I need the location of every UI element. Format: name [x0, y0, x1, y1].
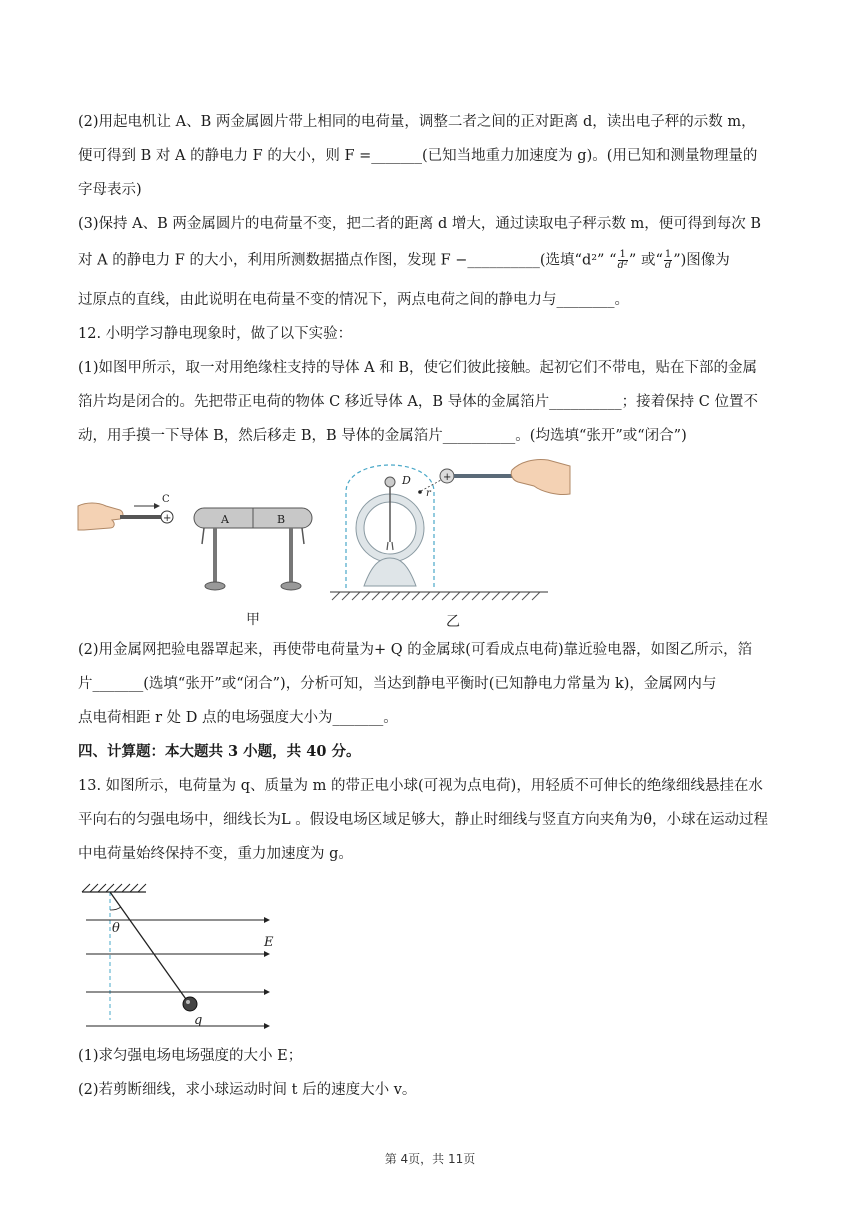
label-e: E [264, 935, 274, 950]
hand-icon [511, 459, 570, 494]
q11-p2-line1: (2)用起电机让 A、B 两金属圆片带上相同的电荷量，调整二者之间的正对距离 d，读出电子秤的示数 m， [78, 114, 756, 130]
charged-rod [120, 515, 162, 519]
string [110, 892, 188, 1002]
plus-q-sign: + [443, 472, 452, 483]
q11-p3-line3: 过原点的直线，由此说明在电荷量不变的情况下，两点电荷之间的静电力与________。 [78, 292, 629, 308]
insulating-rod [454, 474, 514, 478]
q13-sub2: (2)若剪断细线，求小球运动时间 t 后的速度大小 v。 [78, 1082, 417, 1098]
fraction-one-over-d-squared [618, 250, 628, 271]
foil-a [202, 528, 204, 544]
label-r: r [426, 488, 431, 499]
q11-p2-line2: 便可得到 B 对 A 的静电力 F 的大小，则 F =_______(已知当地重力加速度为 g)。(用已知和测量物理量的 [78, 148, 758, 164]
q12-p1-line2: 箔片均是闭合的。先把带正电荷的物体 C 移近导体 A，B 导体的金属箔片__________；接着保持 C 位置不 [78, 394, 758, 410]
label-c: C [162, 494, 170, 505]
label-b: B [277, 513, 286, 526]
electroscope-base [364, 558, 416, 586]
stand-a [213, 528, 217, 584]
label-d: D [402, 474, 411, 487]
ground-hatch [332, 592, 540, 600]
q11-p3-line2 [78, 250, 786, 271]
page-footer: 第 4页，共 11页 [384, 1152, 476, 1166]
q12-p1-line3: 动，用手摸一下导体 B，然后移走 B，B 导体的金属箔片__________。(均选填“张开”或“闭合”) [78, 428, 687, 444]
q13-line3: 中电荷量始终保持不变，重力加速度为 g。 [78, 846, 353, 862]
label-a: A [221, 513, 229, 526]
frac1-denominator: d² [617, 260, 628, 271]
q11-p3-line1: (3)保持 A、B 两金属圆片的电荷量不变，把二者的距离 d 增大，通过读取电子秤示数 m，便可得到每次 B [78, 216, 762, 232]
q13-line1: 13. 如图所示，电荷量为 q、质量为 m 的带正电小球(可视为点电荷)，用轻质不可伸长的绝缘细线悬挂在水 [78, 778, 763, 794]
angle-arc [110, 907, 121, 910]
q11-p2-line3: 字母表示) [78, 182, 142, 198]
q11-p3-line2-a: 对 A 的静电力 F 的大小，利用所测数据描点作图，发现 F −__________(选填“d²” “ [78, 252, 617, 269]
ball-highlight [186, 1000, 190, 1004]
caption-yi: 乙 [446, 614, 460, 630]
figure-yi [328, 452, 578, 638]
label-theta: θ [112, 921, 120, 936]
label-q: q [194, 1013, 203, 1028]
q13-line2: 平向右的匀强电场中，细线长为L 。假设电场区域足够大，静止时细线与竖直方向夹角为θ，小球在运动过程 [78, 812, 768, 828]
caption-jia: 甲 [246, 612, 260, 628]
q12-p2-line3: 点电荷相距 r 处 D 点的电场强度大小为_______。 [78, 710, 398, 726]
figure-jia [76, 488, 326, 638]
section-4-title: 四、计算题：本大题共 3 小题，共 40 分。 [78, 743, 361, 760]
frac2-numerator: 1 [664, 249, 672, 260]
q11-p3-line2-c: ”)图像为 [673, 252, 730, 269]
arrow-head-icon [154, 503, 160, 509]
figure-q13 [78, 880, 288, 1040]
electroscope-knob [385, 477, 395, 487]
stand-b [289, 528, 293, 584]
q11-p3-line2-b: ” 或“ [628, 252, 663, 269]
foil-b [302, 528, 304, 544]
q12-p1-line1: (1)如图甲所示，取一对用绝缘柱支持的导体 A 和 B，使它们彼此接触。起初它们不带电，贴在下部的金属 [78, 360, 757, 376]
base-b [281, 582, 301, 590]
frac1-numerator: 1 [618, 250, 628, 261]
q13-sub1: (1)求匀强电场电场强度的大小 E； [78, 1048, 303, 1064]
charged-ball [183, 997, 197, 1011]
base-a [205, 582, 225, 590]
fraction-one-over-d [664, 250, 672, 271]
ceiling-hatch [82, 884, 146, 892]
q12-title: 12. 小明学习静电现象时，做了以下实验： [78, 326, 353, 342]
plus-sign: + [163, 513, 172, 524]
q12-p2-line1: (2)用金属网把验电器罩起来，再使带电荷量为+ Q 的金属球(可看成点电荷)靠近验电器，如图乙所示，箔 [78, 642, 753, 658]
hand-icon [78, 503, 123, 530]
q12-p2-line2: 片_______(选填“张开”或“闭合”)，分析可知，当达到静电平衡时(已知静电力常量为 k)，金属网内与 [78, 676, 717, 692]
frac2-denominator: d [664, 260, 672, 271]
